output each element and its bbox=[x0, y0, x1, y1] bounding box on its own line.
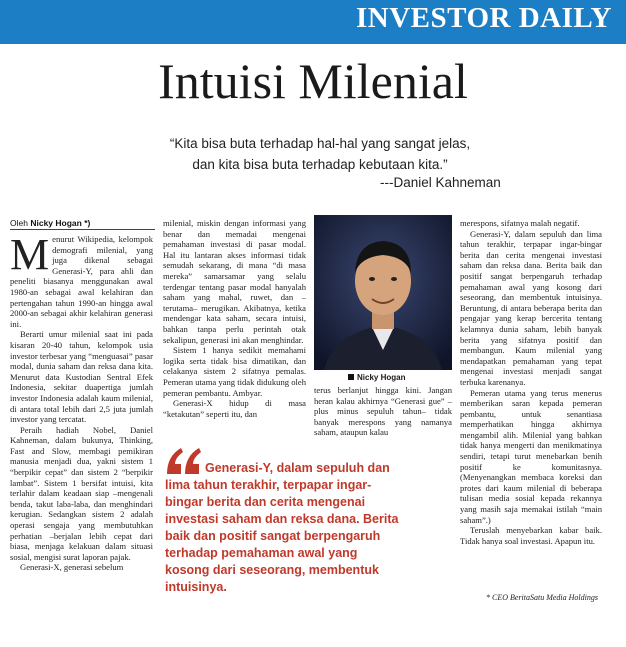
drop-cap: M bbox=[10, 230, 50, 279]
author-photo bbox=[314, 215, 452, 370]
article-column-4 bbox=[460, 218, 602, 546]
portrait-illustration bbox=[314, 215, 452, 370]
photo-caption bbox=[348, 373, 405, 382]
paragraph: Generasi-X, generasi sebelum bbox=[20, 562, 124, 573]
caption-square-icon bbox=[348, 374, 354, 380]
paragraph-text: enurut Wikipedia, kelompok demografi milenial, yang juga dikenal sebagai Generasi-Y, para ahli dan peneliti biasanya menggunakan awal 1980-an sebagai awal kelahiran dan pertengahan tahun 1990-an hingga awal 2000-an sebagai akhir kelahiran generasi ini. bbox=[10, 234, 153, 329]
paragraph: Generasi-X hidup di masa “ketakutan” seperti itu, dan bbox=[163, 398, 306, 419]
byline-author: Nicky Hogan *) bbox=[30, 218, 91, 228]
article-column-2 bbox=[163, 218, 306, 419]
byline-prefix: Oleh bbox=[10, 218, 28, 228]
quote-line-2: dan kita bisa buta terhadap kebutaan kita.” bbox=[192, 157, 448, 172]
photo-caption-text: Nicky Hogan bbox=[357, 373, 406, 382]
pull-quote bbox=[165, 460, 405, 596]
paragraph bbox=[10, 230, 153, 329]
paragraph: Generasi-Y, dalam sepuluh dan lima tahun terakhir, terpapar ingar-bingar berita dan cerita mengenai investasi saham dan reksa dana. Berita baik dan positif sangat berpengaruh terhadap pemahaman awal yang kosong dari seseorang, dan membentuk intuisinya. Beruntung, di antara beberapa berita dan pengajar yang kerap bercerita tentang kelamnya dunia saham, lebih banyak berita yang sifatnya positif dan membangun. Kaum milenial yang mendapatkan pemahaman yang tepat mengenai investasi menjadi sangat terbuka karenanya. bbox=[460, 228, 602, 387]
article-title: Intuisi Milenial bbox=[158, 53, 468, 109]
paragraph: Berarti umur milenial saat ini pada kisaran 20-40 tahun, kelompok usia investor terbesar yang “menguasai” pasar modal, dunia saham dan reksa dana kita. Menurut data Kustodian Sentral Efek Indonesia, sekitar duapertiga jumlah investor Indonesia adalah kaum milenial, di antara total lebih dari 2,5 juta jumlah investor yang tercatat. bbox=[10, 329, 153, 425]
pull-quote-text: Generasi-Y, dalam sepuluh dan lima tahun terakhir, terpapar ingar-bingar berita dan cerita mengenai investasi saham dan reksa dana. Berita baik dan positif sangat berpengaruh terhadap pemahaman awal yang kosong dari seseorang, membentuk intuisinya. bbox=[165, 461, 399, 594]
author-footnote: * CEO BeritaSatu Media Holdings bbox=[486, 593, 598, 602]
paragraph: merespons, sifatnya malah negatif. bbox=[460, 218, 580, 228]
paragraph: Sistem 1 hanya sedikit memahami logika serta tidak bisa dimatikan, dan celakanya sistem 2 sifatnya pemalas. Pemeran utama yang tidak didukung oleh pemeran pembantu. Ambyar. bbox=[163, 345, 306, 398]
article-column-1 bbox=[10, 230, 153, 573]
paragraph: Peraih hadiah Nobel, Daniel Kahneman, dalam bukunya, Thinking, Fast and Slow, membagi pemikiran manusia menjadi dua, yakni sistem 1 “berpikir cepat” dan sistem 2 “berpikir lambat”. Sistem 1 bersifat intuisi, kita terlahir dalam keadaan siap –mengenali benda, takut laba-laba, dan menghindari kerugian. Sedangkan sistem 2 adalah operasi sengaja yang membutuhkan perhatian –berjalan lebih cepat dari biasa, menjaga kelakuan dalam situasi sosial, mengisi surat laporan pajak. bbox=[10, 424, 153, 562]
epigraph-quote bbox=[140, 133, 500, 175]
paragraph: terus berlanjut hingga kini. Jangan heran kalau akhirnya “Generasi gue” –plus minus sepuluh tahun– tidak banyak merespons yang namanya saham, ataupun kalau bbox=[314, 385, 452, 438]
quote-line-1: “Kita bisa buta terhadap hal-hal yang sangat jelas, bbox=[169, 136, 471, 151]
article-column-3 bbox=[314, 385, 452, 438]
byline bbox=[10, 218, 155, 230]
masthead-bar bbox=[0, 0, 626, 44]
quote-author: ---Daniel Kahneman bbox=[380, 175, 501, 190]
brand-logo: INVESTOR DAILY bbox=[355, 2, 612, 34]
paragraph: milenial, miskin dengan informasi yang benar dan memadai mengenai pemahaman investasi di pasar modal. Hal itu lantaran akses informasi tidak semudah sekarang, di mana “di masa mereka” samarsamar yang selalu terdengar tentang pasar modal hanyalah saham yang mahal, ruwet, dan –terutama– merugikan. Akibatnya, ketika mendengar kata saham, secara intuisi, bahkan tanpa perlu perintah otak sekalipun, generasi ini akan menghindar. bbox=[163, 218, 306, 345]
paragraph: Teruslah menyebarkan kabar baik. Tidak hanya soal investasi. Apapun itu. bbox=[460, 525, 602, 546]
paragraph: Pemeran utama yang terus menerus memberikan saran kepada pemeran pembantu, untuk senantiasa memperhatikan hingga akhirnya mengambil alih. Milenial yang bahkan tidak hanya mengerti dan menikmatinya sendiri, tetapi turut menebarkan benih positif ke komunitasnya. (Menyenangkan membaca koreksi dan protes dari kaum milenial di beberapa tulisan media sosial kepada rekannya yang masih saja memakai istilah “main saham”.) bbox=[460, 387, 602, 525]
